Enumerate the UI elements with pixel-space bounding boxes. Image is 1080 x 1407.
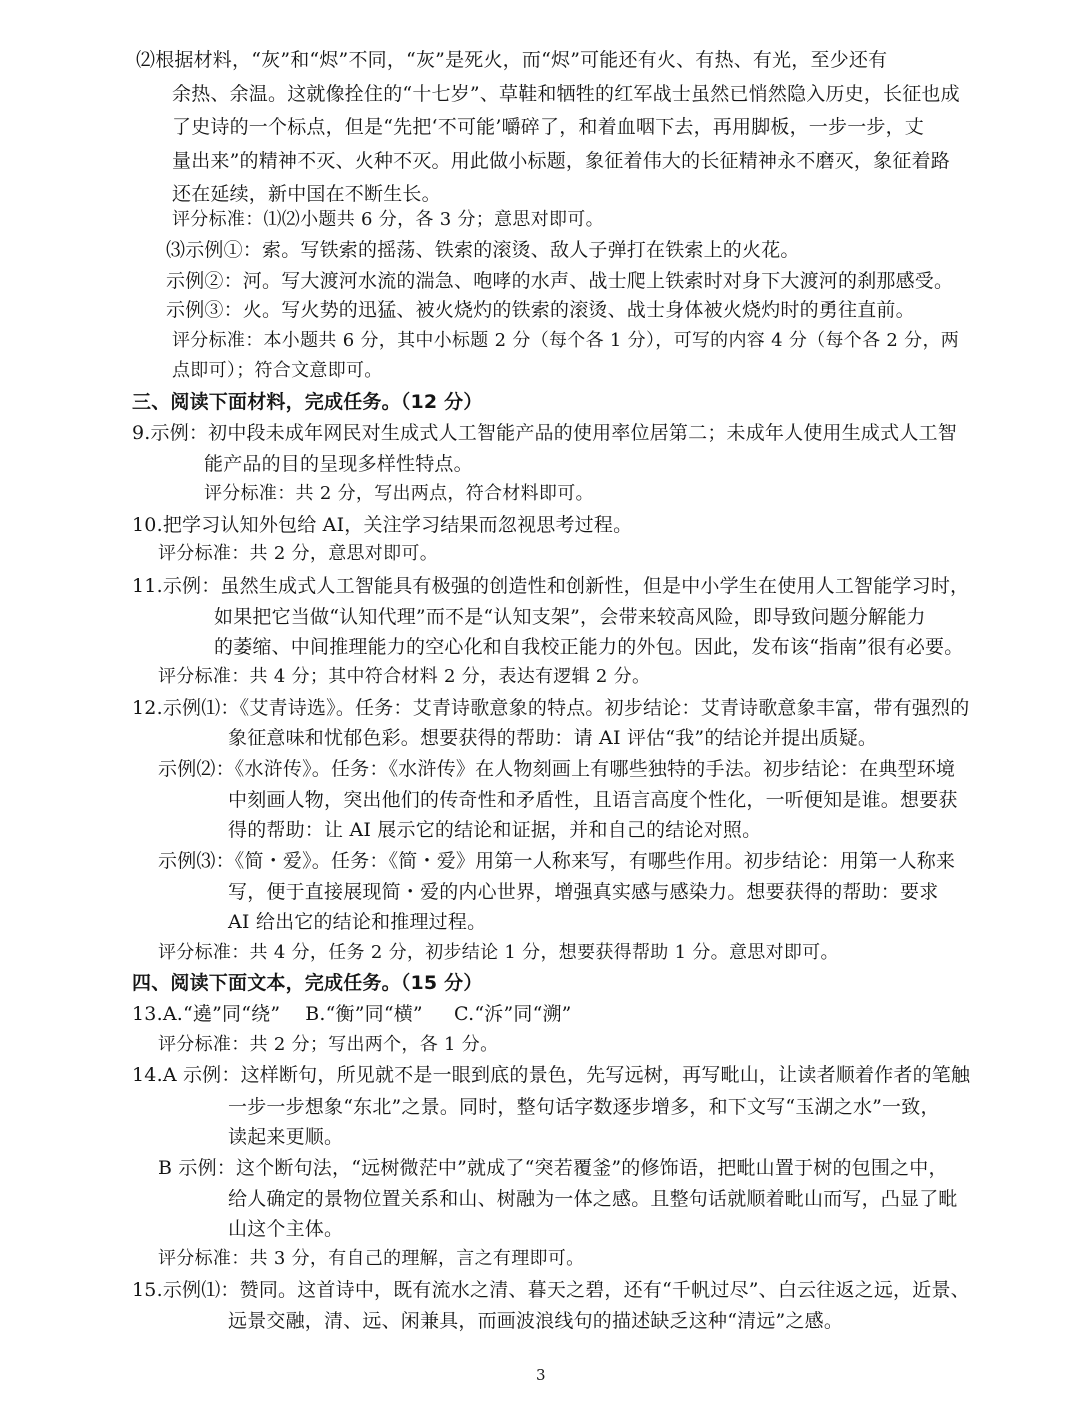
q9-scoring-standard: 评分标准：共 2 分，写出两点，符合材料即可。: [204, 483, 594, 504]
q10-scoring-standard: 评分标准：共 2 分，意思对即可。: [158, 543, 438, 564]
q14-a-line-2: 一步一步想象“东北”之景。同时，整句话字数逐步增多，和下文写“玉湖之水”一致，: [228, 1096, 940, 1118]
q8-3-example-2: 示例②：河。写大渡河水流的湍急、咆哮的水声、战士爬上铁索时对身下大渡河的刹那感受。: [166, 270, 954, 292]
section-3-heading: 三、阅读下面材料，完成任务。（12 分）: [132, 391, 483, 413]
q8-3-scoring-standard-line-2: 点即可）；符合文意即可。: [172, 360, 383, 381]
q8-2-line-2: 余热、余温。这就像拴住的“十七岁”、草鞋和牺牲的红军战士虽然已悄然隐入历史，长征也成: [172, 83, 960, 105]
q10-line-1: 10.把学习认知外包给 AI，关注学习结果而忽视思考过程。: [132, 514, 633, 536]
q14-b-line-2: 给人确定的景物位置关系和山、树融为一体之感。且整句话就顺着毗山而写，凸显了毗: [228, 1188, 958, 1210]
section-4-heading: 四、阅读下面文本，完成任务。（15 分）: [132, 972, 483, 994]
q8-3-scoring-standard-line-1: 评分标准：本小题共 6 分，其中小标题 2 分（每个各 1 分），可写的内容 4 分（每个各 2 分，两: [172, 330, 960, 351]
q11-line-1: 11.示例：虽然生成式人工智能具有极强的创造性和创新性，但是中小学生在使用人工智能学习时，: [132, 575, 970, 597]
q13-scoring-standard: 评分标准：共 2 分；写出两个，各 1 分。: [158, 1034, 499, 1055]
q12-example-1-line-1: 12.示例⑴：《艾青诗选》。任务：艾青诗歌意象的特点。初步结论：艾青诗歌意象丰富，带有强烈的: [132, 697, 970, 719]
q14-a-line-1: 14.A 示例：这样断句，所见就不是一眼到底的景色，先写远树，再写毗山，让读者顺着作者的笔触: [132, 1064, 971, 1086]
q15-line-1: 15.示例⑴：赞同。这首诗中，既有流水之清、暮天之碧，还有“千帆过尽”、白云往返之远，近景、: [132, 1279, 970, 1301]
q12-example-2-line-1: 示例⑵：《水浒传》。任务：《水浒传》在人物刻画上有哪些独特的手法。初步结论：在典型环境: [158, 758, 956, 780]
q12-example-2-line-2: 中刻画人物，突出他们的传奇性和矛盾性，且语言高度个性化，一听便知是谁。想要获: [228, 789, 958, 811]
page-number: 3: [536, 1366, 546, 1384]
q12-example-2-line-3: 得的帮助：让 AI 展示它的结论和证据，并和自己的结论对照。: [228, 819, 762, 841]
q8-2-scoring-standard: 评分标准：⑴⑵小题共 6 分，各 3 分；意思对即可。: [172, 209, 604, 230]
q8-3-example-3: 示例③：火。写火势的迅猛、被火烧灼的铁索的滚烫、战士身体被火烧灼时的勇往直前。: [166, 299, 915, 321]
q13-line-1: 13.A.“遶”同“绕” B.“衡”同“横” C.“泝”同“溯”: [132, 1003, 572, 1025]
q8-2-line-3: 了史诗的一个标点，但是“先把‘不可能’嚼碎了，和着血咽下去，再用脚板，一步一步，丈: [172, 116, 924, 138]
q8-2-line-5: 还在延续，新中国在不断生长。: [172, 183, 441, 205]
q11-scoring-standard: 评分标准：共 4 分；其中符合材料 2 分，表达有逻辑 2 分。: [158, 666, 651, 687]
q8-2-line-1: ⑵根据材料，“灰”和“烬”不同，“灰”是死火，而“烬”可能还有火、有热、有光，至少还有: [136, 49, 888, 71]
q14-scoring-standard: 评分标准：共 3 分，有自己的理解，言之有理即可。: [158, 1248, 585, 1269]
q11-line-2: 如果把它当做“认知代理”而不是“认知支架”，会带来较高风险，即导致问题分解能力: [214, 606, 926, 628]
q14-a-line-3: 读起来更顺。: [228, 1126, 344, 1148]
q12-example-3-line-2: 写，便于直接展现简・爱的内心世界，增强真实感与感染力。想要获得的帮助：要求: [228, 881, 939, 903]
q12-example-1-line-2: 象征意味和忧郁色彩。想要获得的帮助：请 AI 评估“我”的结论并提出质疑。: [228, 727, 878, 749]
q12-scoring-standard: 评分标准：共 4 分，任务 2 分，初步结论 1 分，想要获得帮助 1 分。意思对即可。: [158, 942, 839, 963]
q11-line-3: 的萎缩、中间推理能力的空心化和自我校正能力的外包。因此，发布该“指南”很有必要。: [214, 636, 964, 658]
q8-3-example-1: ⑶示例①：索。写铁索的摇荡、铁索的滚烫、敌人子弹打在铁索上的火花。: [166, 239, 800, 261]
q14-b-line-1: B 示例：这个断句法，“远树微茫中”就成了“突若覆釜”的修饰语，把毗山置于树的包围之中，: [158, 1157, 948, 1179]
q12-example-3-line-3: AI 给出它的结论和推理过程。: [228, 911, 487, 933]
q8-2-line-4: 量出来”的精神不灭、火种不灭。用此做小标题，象征着伟大的长征精神永不磨灭，象征着路: [172, 150, 950, 172]
q15-line-2: 远景交融，清、远、闲兼具，而画波浪线句的描述缺乏这种“清远”之感。: [228, 1310, 844, 1332]
q9-line-2: 能产品的目的呈现多样性特点。: [204, 453, 473, 475]
q14-b-line-3: 山这个主体。: [228, 1218, 344, 1240]
q9-line-1: 9.示例：初中段未成年网民对生成式人工智能产品的使用率位居第二；未成年人使用生成式人工智: [132, 422, 957, 444]
q12-example-3-line-1: 示例⑶：《简・爱》。任务：《简・爱》用第一人称来写，有哪些作用。初步结论：用第一人称来: [158, 850, 956, 872]
